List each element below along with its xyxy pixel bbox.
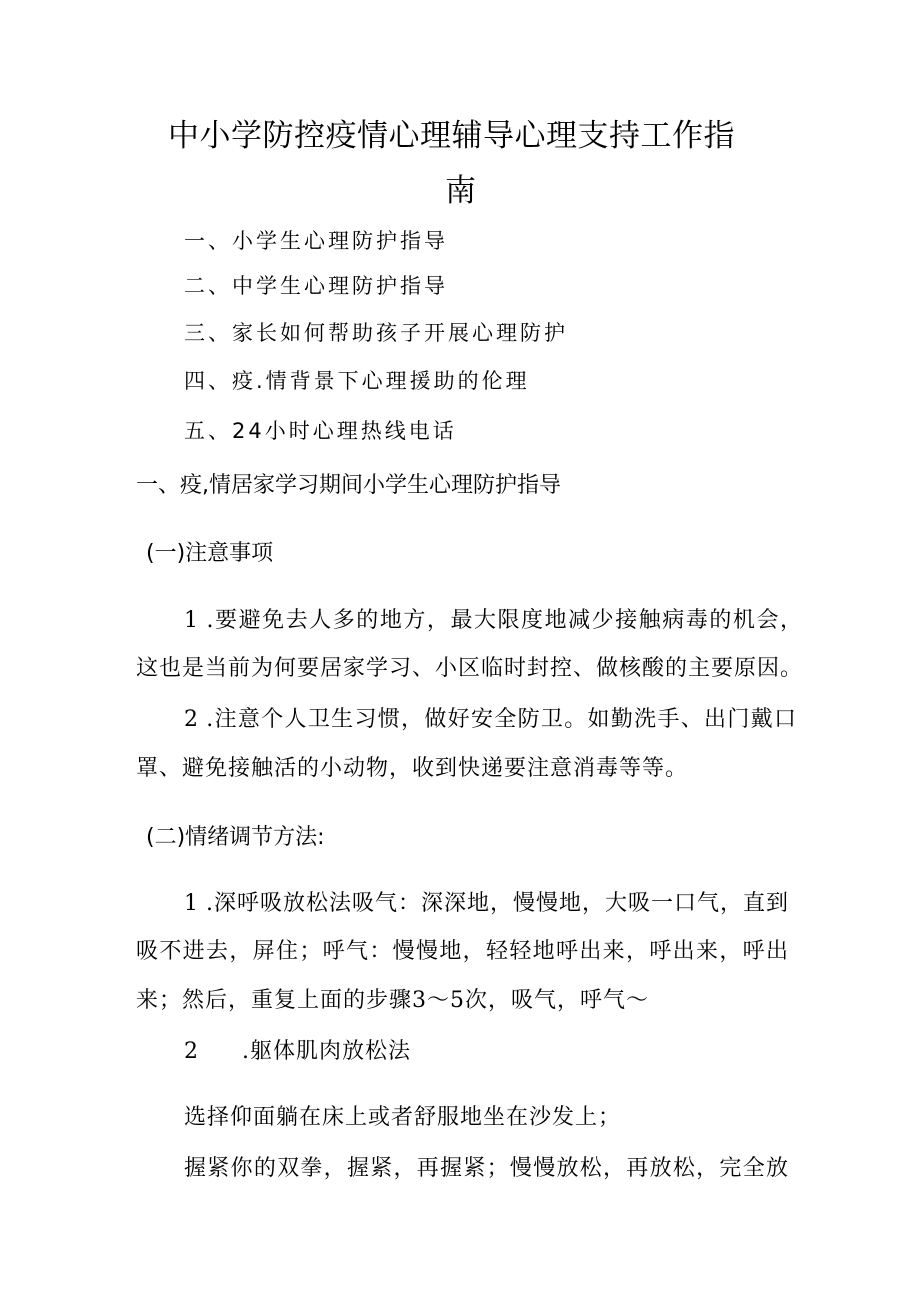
paragraph-line: 1 .要避免去人多的地方，最大限度地减少接触病毒的机会， [184, 608, 802, 633]
subsection-heading-methods: (二)情绪调节方法: [146, 825, 325, 850]
document-title-line-1: 中小学防控疫情心理辅导心理支持工作指 [168, 118, 735, 154]
toc-item-5: 五、24小时心理热线电话 [184, 419, 457, 443]
document-title-line-2: 南 [445, 173, 477, 209]
paragraph-line: 罩、避免接触活的小动物，收到快递要注意消毒等等。 [136, 756, 689, 781]
subsection-heading-notes: (一)注意事项 [146, 541, 274, 566]
section-heading: 一、疫,情居家学习期间小学生心理防护指导 [136, 473, 561, 498]
paragraph-line: 这也是当前为何要居家学习、小区临时封控、做核酸的主要原因。 [136, 656, 802, 681]
paragraph-line: 选择仰面躺在床上或者舒服地坐在沙发上； [184, 1105, 622, 1130]
toc-item-1: 一、小学生心理防护指导 [184, 229, 448, 253]
paragraph-line: 1 .深呼吸放松法吸气：深深地，慢慢地，大吸一口气，直到 [184, 891, 788, 916]
paragraph-line: 来；然后，重复上面的步骤3～5次，吸气，呼气～ [136, 988, 649, 1013]
toc-item-3: 三、家长如何帮助孩子开展心理防护 [184, 321, 568, 345]
toc-item-2: 二、中学生心理防护指导 [184, 274, 448, 298]
list-number: 2 [184, 1039, 198, 1064]
paragraph-line: 2 .注意个人卫生习惯，做好安全防卫。如勤洗手、出门戴口 [184, 707, 796, 732]
paragraph-line: 吸不进去，屏住；呼气：慢慢地，轻轻地呼出来，呼出来，呼出 [136, 939, 788, 964]
toc-item-4: 四、疫.情背景下心理援助的伦理 [184, 369, 530, 393]
paragraph-line: 握紧你的双拳，握紧，再握紧；慢慢放松，再放松，完全放 [184, 1156, 788, 1181]
paragraph-line: .躯体肌肉放松法 [242, 1039, 411, 1064]
